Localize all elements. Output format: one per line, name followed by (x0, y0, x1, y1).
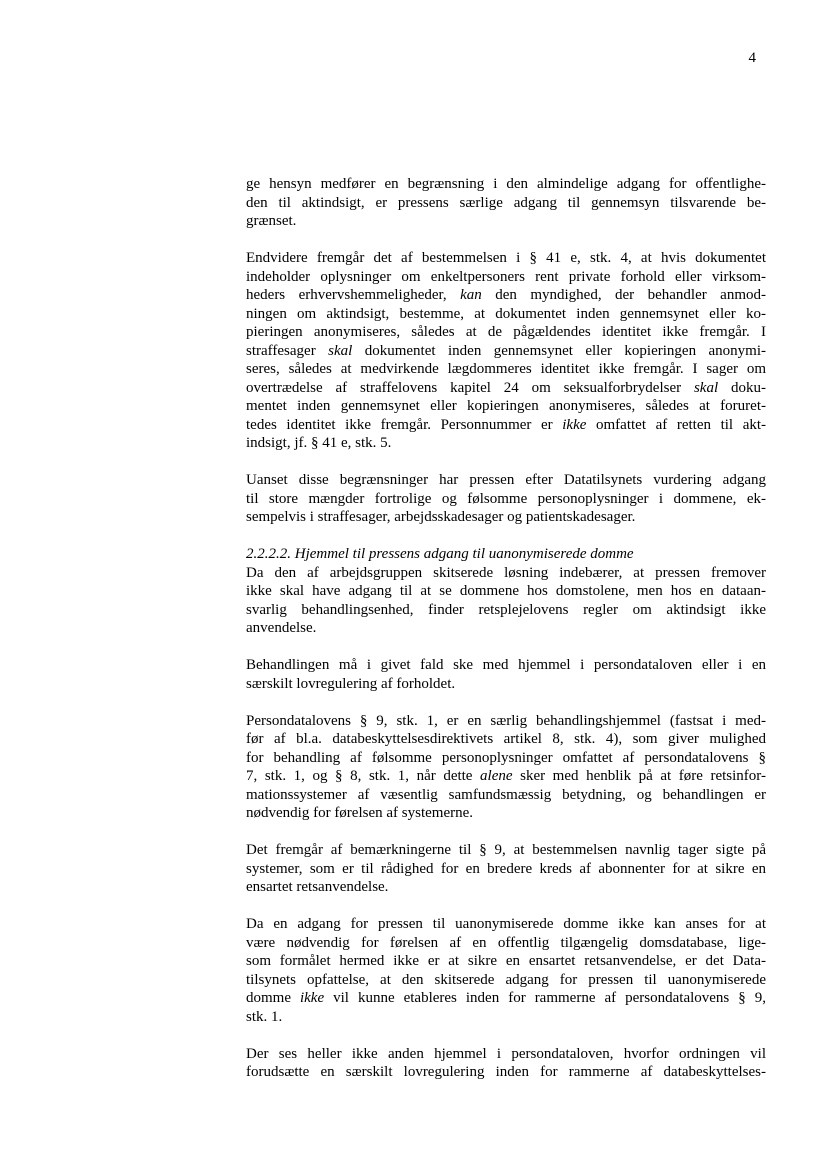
text-run: doku- (731, 379, 767, 396)
text-line: ge hensyn medfører en begrænsning i den almindelige adgang for offentlighe- (246, 176, 766, 192)
paragraph-8 (246, 915, 766, 1026)
text-line: systemer, som er til rådighed for en bredere kreds af abonnenter for at sikre en (246, 860, 766, 877)
text-line: særskilt lovregulering af forholdet. (246, 675, 456, 692)
text-line (246, 286, 766, 305)
text-line: Det fremgår af bemærkningerne til § 9, at bestemmelsen navnlig tager sigte på (246, 842, 766, 858)
text-line: være nødvendig for førelsen af en offentlig tilgængelig domsdatabase, lige- (246, 934, 766, 951)
emphasis-alene: alene (480, 768, 513, 784)
text-line: indsigt, jf. § 41 e, stk. 5. (246, 435, 392, 451)
text-line: svarlig behandlingsenhed, finder retsplejelovens regler om aktindsigt ikke (246, 601, 766, 618)
paragraph-2 (246, 249, 766, 453)
emphasis-skal: skal (328, 342, 353, 359)
text-line: Da en adgang for pressen til uanonymiserede domme ikke kan anses for at (246, 916, 766, 932)
text-line: tilsynets opfattelse, at den skitserede adgang for pressen til uanonymiserede (246, 971, 766, 988)
text-line: til store mængder fortrolige og følsomme personoplysninger i dommene, ek- (246, 490, 766, 507)
text-run: vil kunne etableres inden for rammerne af persondatalovens § 9, (333, 990, 766, 1006)
text-line (246, 342, 766, 361)
text-line: ensartet retsanvendelse. (246, 879, 389, 895)
text-line: Persondatalovens § 9, stk. 1, er en særlig behandlingshjemmel (fastsat i med- (246, 712, 766, 729)
text-line: sempelvis i straffesager, arbejdsskadesager og patientskadesager. (246, 509, 636, 525)
text-run: den myndighed, der behandler anmod- (495, 287, 766, 303)
text-line: seres, således at medvirkende lægdommeres identitet ikke fremgår. I sager om (246, 361, 766, 377)
text-line: pieringen anonymiseres, således at de pågældendes identitet ikke fremgår. I (246, 324, 766, 340)
text-line: ningen om aktindsigt, bestemme, at dokumentet inden gennemsynet eller ko- (246, 305, 766, 322)
paragraph-5 (246, 656, 766, 693)
text-line: som formålet hermed ikke er at sikre en ensartet retsanvendelse, er det Data- (246, 953, 766, 969)
paragraph-6 (246, 712, 766, 823)
text-line: ikke skal have adgang til at se dommene hos domstolene, men hos en dataan- (246, 583, 766, 599)
text-line: Behandlingen må i givet fald ske med hjemmel i persondataloven eller i en (246, 657, 766, 673)
text-run: omfattet af retten til akt- (596, 416, 767, 433)
text-line (246, 767, 766, 786)
text-run: straffesager (246, 342, 329, 359)
text-line: stk. 1. (246, 1008, 283, 1025)
emphasis-skal: skal (693, 379, 719, 396)
text-line: Uanset disse begrænsninger har pressen efter Datatilsynets vurdering adgang (246, 472, 766, 488)
text-line: Da den af arbejdsgruppen skitserede løsning indebærer, at pressen fremover (246, 564, 766, 581)
text-line: Endvidere fremgår det af bestemmelsen i § 41 e, stk. 4, at hvis dokumentet (246, 250, 766, 266)
emphasis-ikke: ikke (562, 416, 587, 433)
paragraph-4 (246, 545, 766, 638)
page-number: 4 (748, 50, 756, 66)
text-line: anvendelse. (246, 620, 317, 636)
text-run: heders erhvervshemmeligheder, (246, 287, 461, 303)
text-run: 7, stk. 1, og § 8, stk. 1, når dette (246, 768, 481, 784)
text-line: indeholder oplysninger om enkeltpersoners rent private forhold eller virksom- (246, 268, 766, 285)
text-run: dokumentet inden gennemsynet eller kopieringen anonymi- (364, 342, 766, 359)
text-run: overtrædelse af straffelovens kapitel 24 om seksualforbrydelser (246, 379, 694, 396)
paragraph-1 (246, 175, 766, 231)
text-line: mentet inden gennemsynet eller kopieringen anonymiseres, således at foruret- (246, 398, 766, 414)
text-line (246, 416, 766, 435)
text-line: grænset. (246, 213, 297, 229)
text-line: mationssystemer af væsentlig samfundsmæssig betydning, og behandlingen er (246, 786, 766, 803)
text-line (246, 989, 766, 1008)
text-line: nødvendig for førelsen af systemerne. (246, 805, 474, 821)
paragraph-3 (246, 471, 766, 527)
body-text (246, 175, 766, 1100)
text-run: tedes identitet ikke fremgår. Personnummer er (246, 416, 563, 433)
text-line: forudsætte en særskilt lovregulering inden for rammerne af databeskyttelses- (246, 1064, 766, 1080)
section-heading: 2.2.2.2. Hjemmel til pressens adgang til uanonymiserede domme (246, 546, 634, 562)
text-line: den til aktindsigt, er pressens særlige adgang til gennemsyn tilsvarende be- (246, 194, 766, 211)
paragraph-7 (246, 841, 766, 897)
text-line (246, 379, 766, 398)
paragraph-9 (246, 1045, 766, 1082)
emphasis-ikke: ikke (299, 990, 325, 1006)
text-line: Der ses heller ikke anden hjemmel i persondataloven, hvorfor ordningen vil (246, 1045, 766, 1062)
emphasis-kan: kan (460, 287, 482, 303)
text-line: før af bl.a. databeskyttelsesdirektivets artikel 8, stk. 4), som giver mulighed (246, 731, 766, 747)
text-run: domme (246, 990, 300, 1006)
text-run: sker med henblik på at føre retsinfor- (520, 768, 766, 784)
text-line: for behandling af følsomme personoplysninger omfattet af persondatalovens § (246, 749, 766, 766)
